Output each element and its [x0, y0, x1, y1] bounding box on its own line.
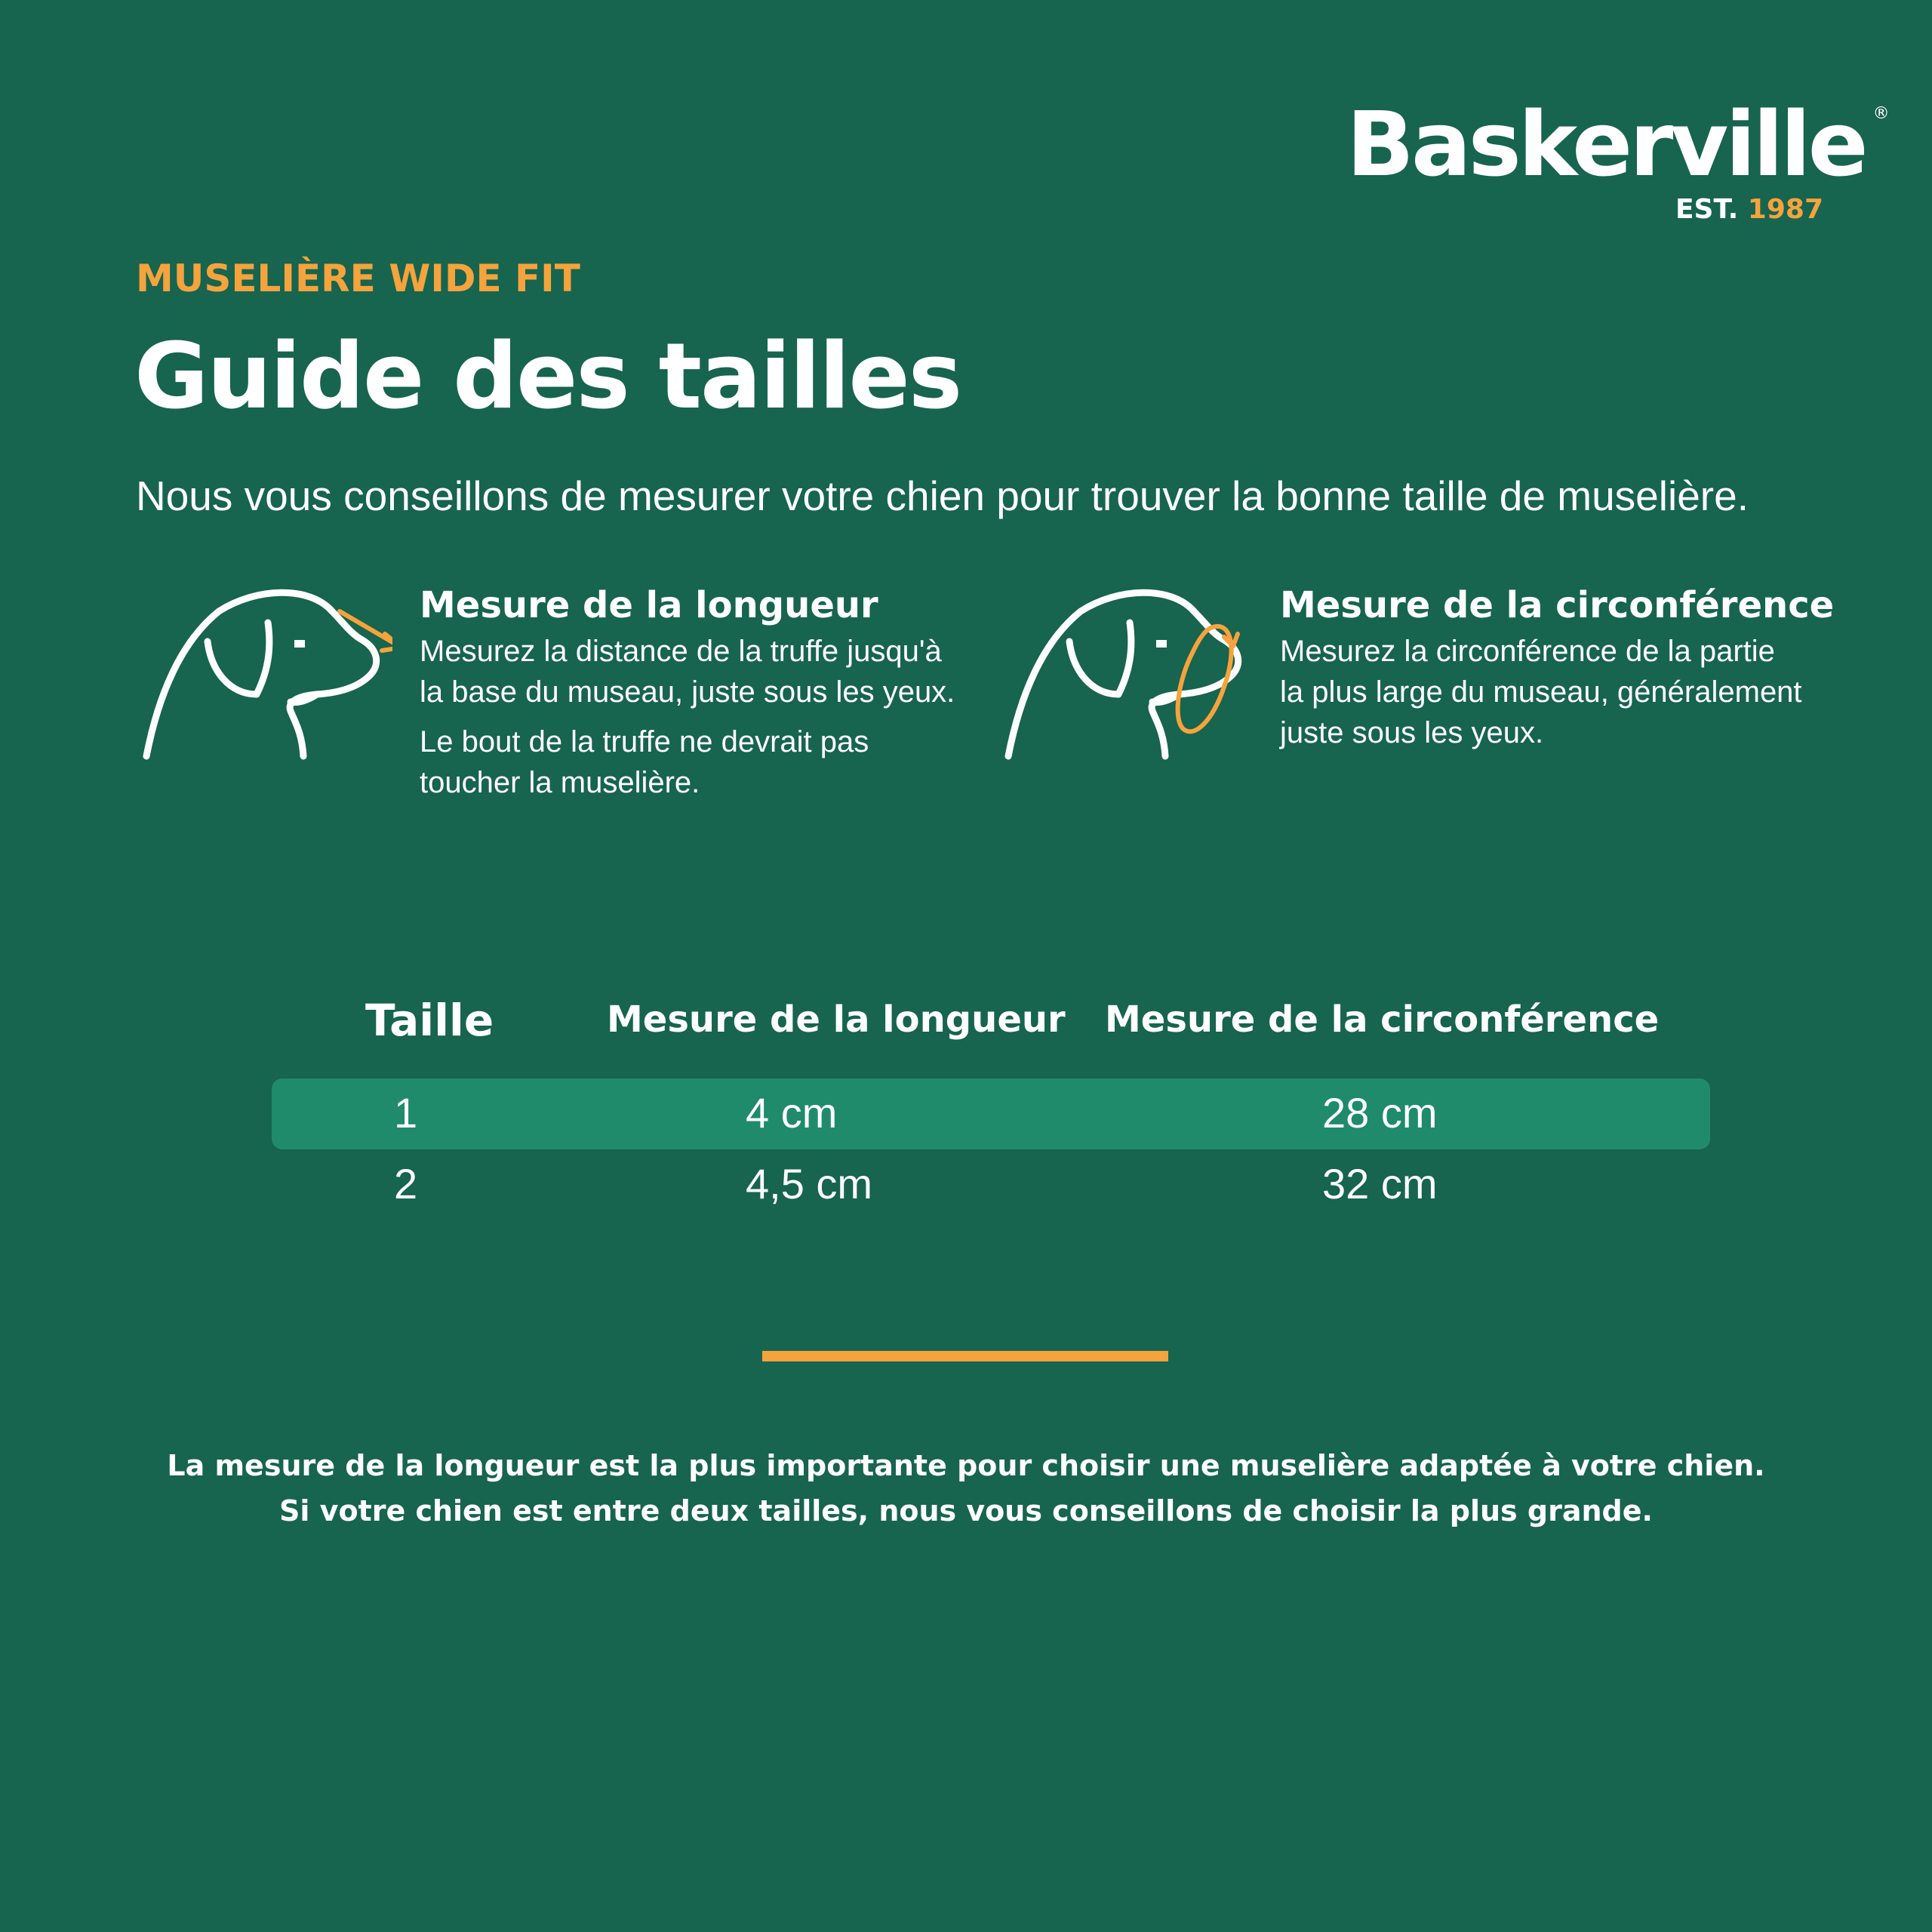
- table-cell-circumference: 32 cm: [1322, 1160, 1438, 1208]
- length-note-line: toucher la muselière.: [420, 765, 700, 799]
- circumference-description: [1280, 631, 1838, 753]
- table-cell-size: 2: [394, 1160, 418, 1208]
- length-note: [420, 721, 948, 803]
- brand-wordmark: Baskerville: [1346, 92, 1866, 196]
- circumference-measure-illustration: [998, 581, 1254, 765]
- intro-text: Nous vous conseillons de mesurer votre chien pour trouver la bonne taille de muselière.: [136, 472, 1749, 519]
- length-description-line: la base du museau, juste sous les yeux.: [420, 675, 955, 709]
- footnote-line: Si votre chien est entre deux tailles, nous vous conseillons de choisir la plus grande.: [279, 1494, 1653, 1527]
- footnote: [0, 1443, 1932, 1534]
- table-cell-length: 4,5 cm: [746, 1160, 873, 1208]
- table-cell-circumference: 28 cm: [1322, 1089, 1438, 1137]
- product-eyebrow: MUSELIÈRE WIDE FIT: [136, 257, 580, 300]
- circumference-description-line: Mesurez la circonférence de la partie: [1280, 634, 1775, 668]
- length-description: [420, 631, 955, 712]
- circumference-measure-text: [1280, 584, 1838, 753]
- orange-divider: [762, 1351, 1168, 1361]
- page-title: Guide des tailles: [134, 325, 961, 429]
- table-cell-size: 1: [394, 1089, 418, 1137]
- dog-circumference-icon: [998, 581, 1254, 762]
- length-measure-illustration: [136, 581, 392, 765]
- table-row-highlight: [272, 1078, 1710, 1149]
- circumference-heading: Mesure de la circonférence: [1280, 584, 1835, 626]
- table-header-size: Taille: [365, 995, 494, 1046]
- footnote-line: La mesure de la longueur est la plus importante pour choisir une muselière adaptée à votre chien.: [167, 1449, 1765, 1482]
- est-label: EST.: [1675, 194, 1739, 225]
- brand-established: [1346, 196, 1829, 223]
- registered-mark: ®: [1872, 104, 1890, 123]
- circumference-description-line: juste sous les yeux.: [1280, 715, 1544, 749]
- table-cell-length: 4 cm: [746, 1089, 838, 1137]
- length-note-line: Le bout de la truffe ne devrait pas: [420, 724, 869, 758]
- dog-length-icon: [136, 581, 392, 762]
- brand-name: [1346, 92, 1890, 196]
- length-heading: Mesure de la longueur: [420, 584, 878, 626]
- table-header-length: Mesure de la longueur: [607, 998, 1066, 1041]
- est-year: 1987: [1747, 194, 1823, 225]
- brand-logo: [1346, 92, 1890, 225]
- circumference-description-line: la plus large du museau, généralement: [1280, 675, 1802, 709]
- length-measure-text: [420, 584, 955, 803]
- length-description-line: Mesurez la distance de la truffe jusqu'à: [420, 634, 942, 668]
- table-header-circumference: Mesure de la circonférence: [1105, 998, 1660, 1041]
